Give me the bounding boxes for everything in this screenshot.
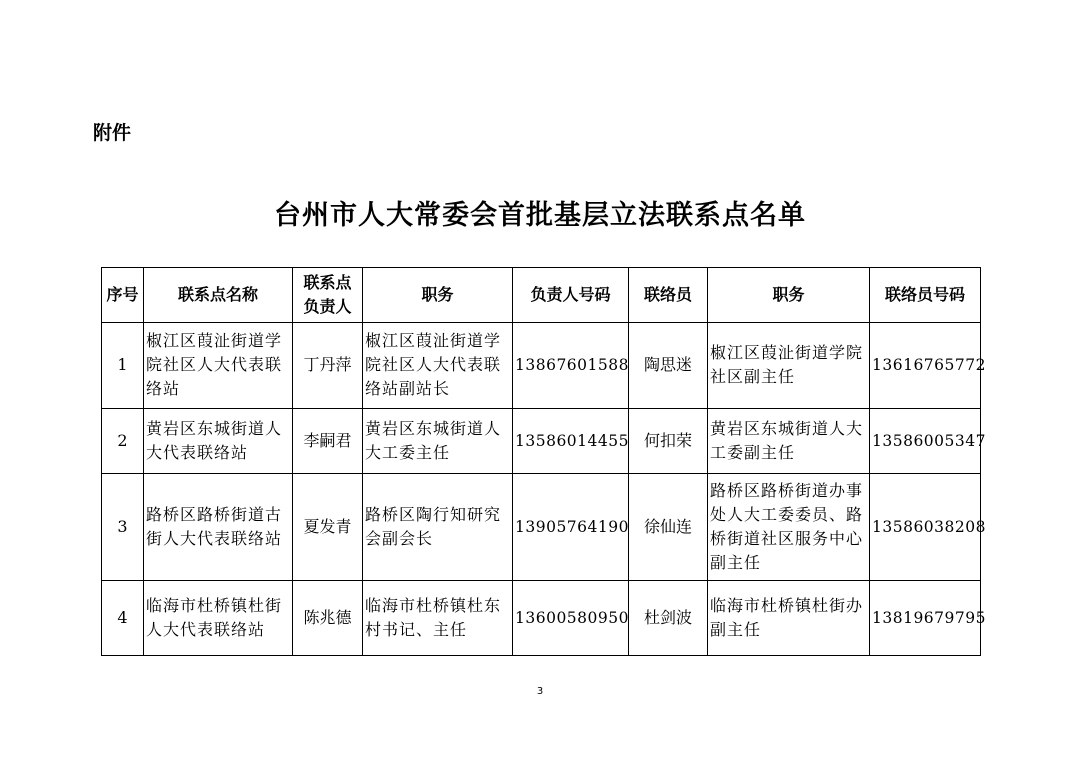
cell-no: 1 [102, 323, 144, 409]
cell-no: 3 [102, 473, 144, 580]
attachment-label: 附件 [93, 122, 132, 144]
cell-liaison-title: 临海市杜桥镇杜街办副主任 [708, 580, 870, 655]
cell-leader-phone: 13586014455 [513, 408, 629, 473]
cell-leader-phone: 13867601588 [513, 323, 629, 409]
cell-liaison: 徐仙连 [629, 473, 708, 580]
header-leader-phone: 负责人号码 [513, 268, 629, 323]
cell-leader: 李嗣君 [293, 408, 363, 473]
cell-leader-phone: 13600580950 [513, 580, 629, 655]
cell-name: 临海市杜桥镇杜街人大代表联络站 [144, 580, 293, 655]
cell-leader-title: 临海市杜桥镇杜东村书记、主任 [363, 580, 513, 655]
header-name: 联系点名称 [144, 268, 293, 323]
cell-leader: 丁丹萍 [293, 323, 363, 409]
cell-name: 黄岩区东城街道人大代表联络站 [144, 408, 293, 473]
header-leader-title: 职务 [363, 268, 513, 323]
cell-liaison-title: 椒江区葭沚街道学院社区副主任 [708, 323, 870, 409]
table-row [102, 323, 981, 409]
page-number: 3 [536, 686, 544, 697]
table-row [102, 408, 981, 473]
cell-name: 椒江区葭沚街道学院社区人大代表联络站 [144, 323, 293, 409]
header-liaison-title: 职务 [708, 268, 870, 323]
cell-leader: 陈兆德 [293, 580, 363, 655]
cell-leader-phone: 13905764190 [513, 473, 629, 580]
document-title: 台州市人大常委会首批基层立法联系点名单 [274, 200, 806, 231]
cell-no: 4 [102, 580, 144, 655]
cell-liaison: 杜剑波 [629, 580, 708, 655]
cell-liaison: 何扣荣 [629, 408, 708, 473]
cell-liaison-phone: 13819679795 [870, 580, 981, 655]
cell-leader-title: 黄岩区东城街道人大工委主任 [363, 408, 513, 473]
cell-liaison-phone: 13616765772 [870, 323, 981, 409]
cell-liaison: 陶思迷 [629, 323, 708, 409]
cell-leader: 夏发青 [293, 473, 363, 580]
cell-liaison-title: 黄岩区东城街道人大工委副主任 [708, 408, 870, 473]
cell-no: 2 [102, 408, 144, 473]
table-header-row [102, 268, 981, 323]
header-liaison-phone: 联络员号码 [870, 268, 981, 323]
cell-leader-title: 椒江区葭沚街道学院社区人大代表联络站副站长 [363, 323, 513, 409]
header-leader-line1: 联系点 [303, 273, 352, 292]
cell-liaison-phone: 13586038208 [870, 473, 981, 580]
header-no: 序号 [102, 268, 144, 323]
table-row [102, 473, 981, 580]
header-leader [293, 268, 363, 323]
table-row [102, 580, 981, 655]
header-liaison: 联络员 [629, 268, 708, 323]
cell-liaison-phone: 13586005347 [870, 408, 981, 473]
header-leader-line2: 负责人 [303, 297, 352, 316]
cell-name: 路桥区路桥街道古街人大代表联络站 [144, 473, 293, 580]
cell-leader-title: 路桥区陶行知研究会副会长 [363, 473, 513, 580]
cell-liaison-title: 路桥区路桥街道办事处人大工委委员、路桥街道社区服务中心副主任 [708, 473, 870, 580]
contact-points-table [101, 267, 986, 656]
